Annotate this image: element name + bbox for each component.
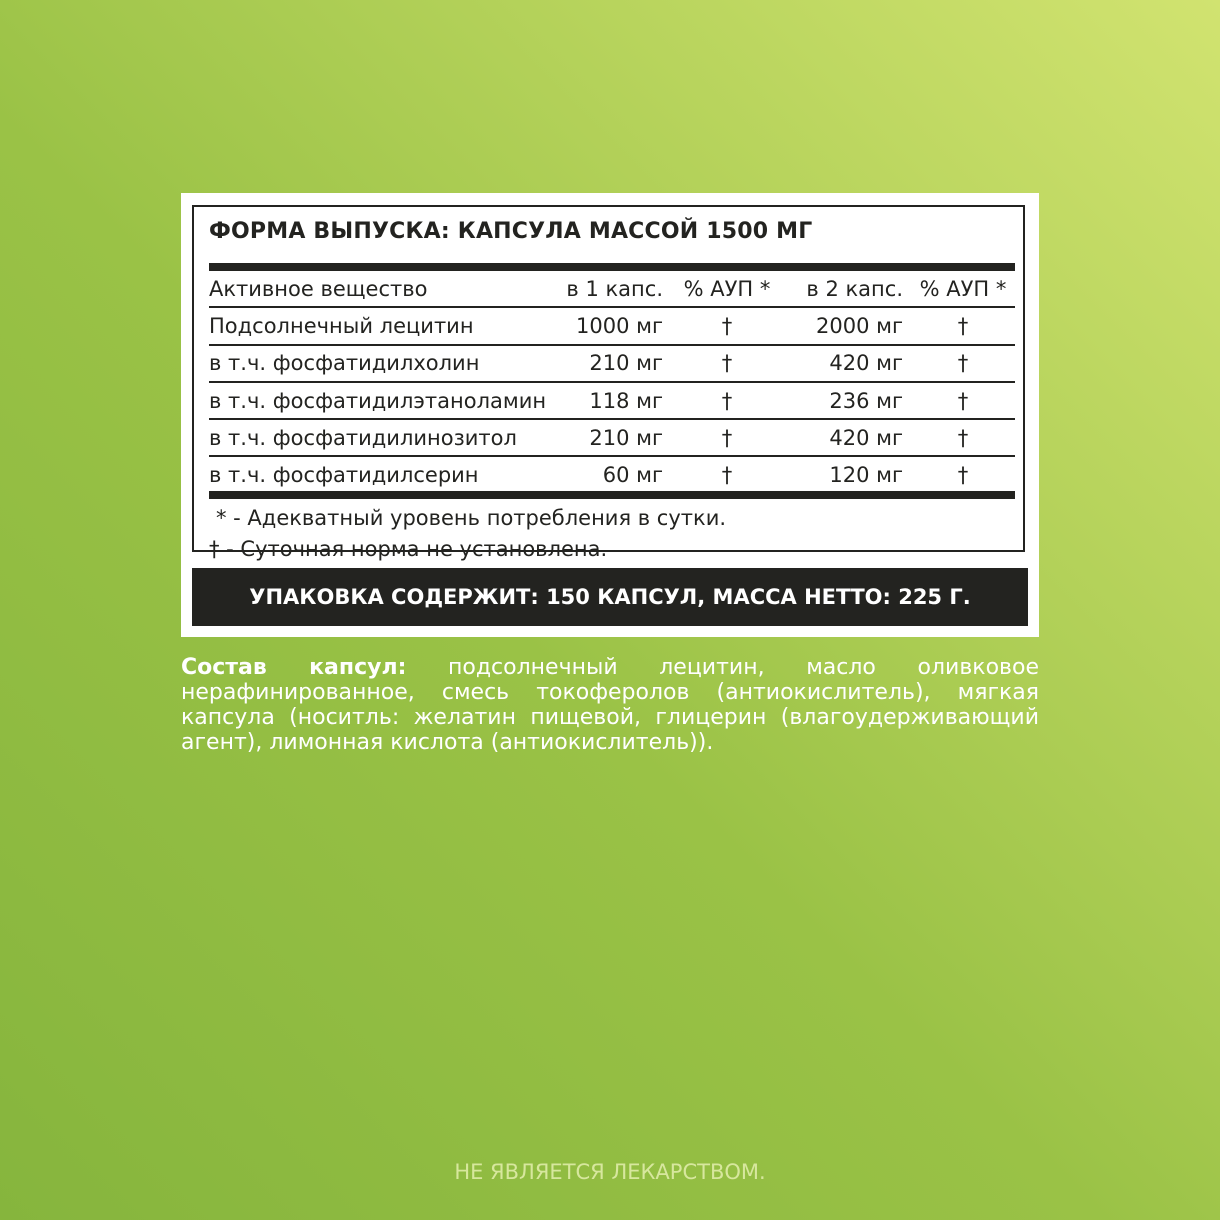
amount-per-2-capsules: 236 мг (783, 382, 911, 419)
percent-per-2-capsules: † (911, 345, 1015, 382)
substance-name: в т.ч. фосфатидилэтаноламин (209, 382, 549, 419)
capsule-composition (181, 655, 1039, 755)
percent-per-2-capsules: † (911, 382, 1015, 419)
column-header-per-2-capsules: в 2 капс. (783, 271, 911, 307)
percent-per-2-capsules: † (911, 419, 1015, 456)
footnotes (209, 503, 726, 565)
amount-per-1-capsule: 210 мг (549, 419, 671, 456)
amount-per-1-capsule: 118 мг (549, 382, 671, 419)
percent-per-1-capsule: † (671, 345, 783, 382)
amount-per-2-capsules: 420 мг (783, 345, 911, 382)
percent-per-1-capsule: † (721, 463, 733, 488)
substance-name: Подсолнечный лецитин (209, 307, 549, 344)
table-row (209, 382, 1015, 419)
table-row (209, 345, 1015, 382)
amount-per-1-capsule: 210 мг (549, 345, 671, 382)
nutrition-table (209, 271, 1015, 493)
amount-per-2-capsules: 2000 мг (783, 307, 911, 344)
release-form-title: ФОРМА ВЫПУСКА: КАПСУЛА МАССОЙ 1500 МГ (209, 219, 813, 244)
amount-per-1-capsule: 60 мг (602, 463, 663, 488)
table-bottom-divider (209, 491, 1015, 499)
footnote-adequate-level: * - Адекватный уровень потребления в сутки. (216, 506, 727, 530)
package-contents-bar (192, 568, 1028, 626)
substance-name: в т.ч. фосфатидилсерин (209, 463, 479, 488)
not-a-medicine-disclaimer: НЕ ЯВЛЯЕТСЯ ЛЕКАРСТВОМ. (454, 1160, 766, 1184)
percent-per-1-capsule: † (671, 307, 783, 344)
percent-per-2-capsules: † (911, 307, 1015, 344)
column-header-per-1-capsule: в 1 капс. (549, 271, 671, 307)
table-row (209, 456, 1015, 492)
table-row (209, 307, 1015, 344)
composition-label: Состав капсул: (181, 655, 407, 680)
footnote-daily-norm: † - Суточная норма не установлена. (209, 537, 608, 561)
amount-per-1-capsule: 1000 мг (549, 307, 671, 344)
amount-per-2-capsules: 420 мг (783, 419, 911, 456)
column-header-substance: Активное вещество (209, 271, 549, 307)
percent-per-1-capsule: † (671, 382, 783, 419)
table-row (209, 419, 1015, 456)
header-divider (209, 263, 1015, 271)
package-contents-text: УПАКОВКА СОДЕРЖИТ: 150 КАПСУЛ, МАССА НЕТТО: 225 Г. (249, 585, 971, 609)
substance-name: в т.ч. фосфатидилхолин (209, 345, 549, 382)
column-header-percent-1: % АУП * (671, 271, 783, 307)
nutrition-label-card (181, 193, 1039, 637)
substance-name: в т.ч. фосфатидилинозитол (209, 419, 549, 456)
column-header-percent-2: % АУП * (911, 271, 1015, 307)
table-header-row (209, 271, 1015, 307)
amount-per-2-capsules: 120 мг (829, 463, 903, 488)
composition-text: подсолнечный лецитин, масло оливковое нерафинированное, смесь токоферолов (антиокислитель), мягкая капсула (носитль: желатин пищевой, глицерин (влагоудерживающий агент), лимонная кислота (антиокислитель)). (181, 655, 1039, 755)
percent-per-2-capsules: † (957, 463, 969, 488)
percent-per-1-capsule: † (671, 419, 783, 456)
nutrition-facts-box (192, 205, 1025, 561)
